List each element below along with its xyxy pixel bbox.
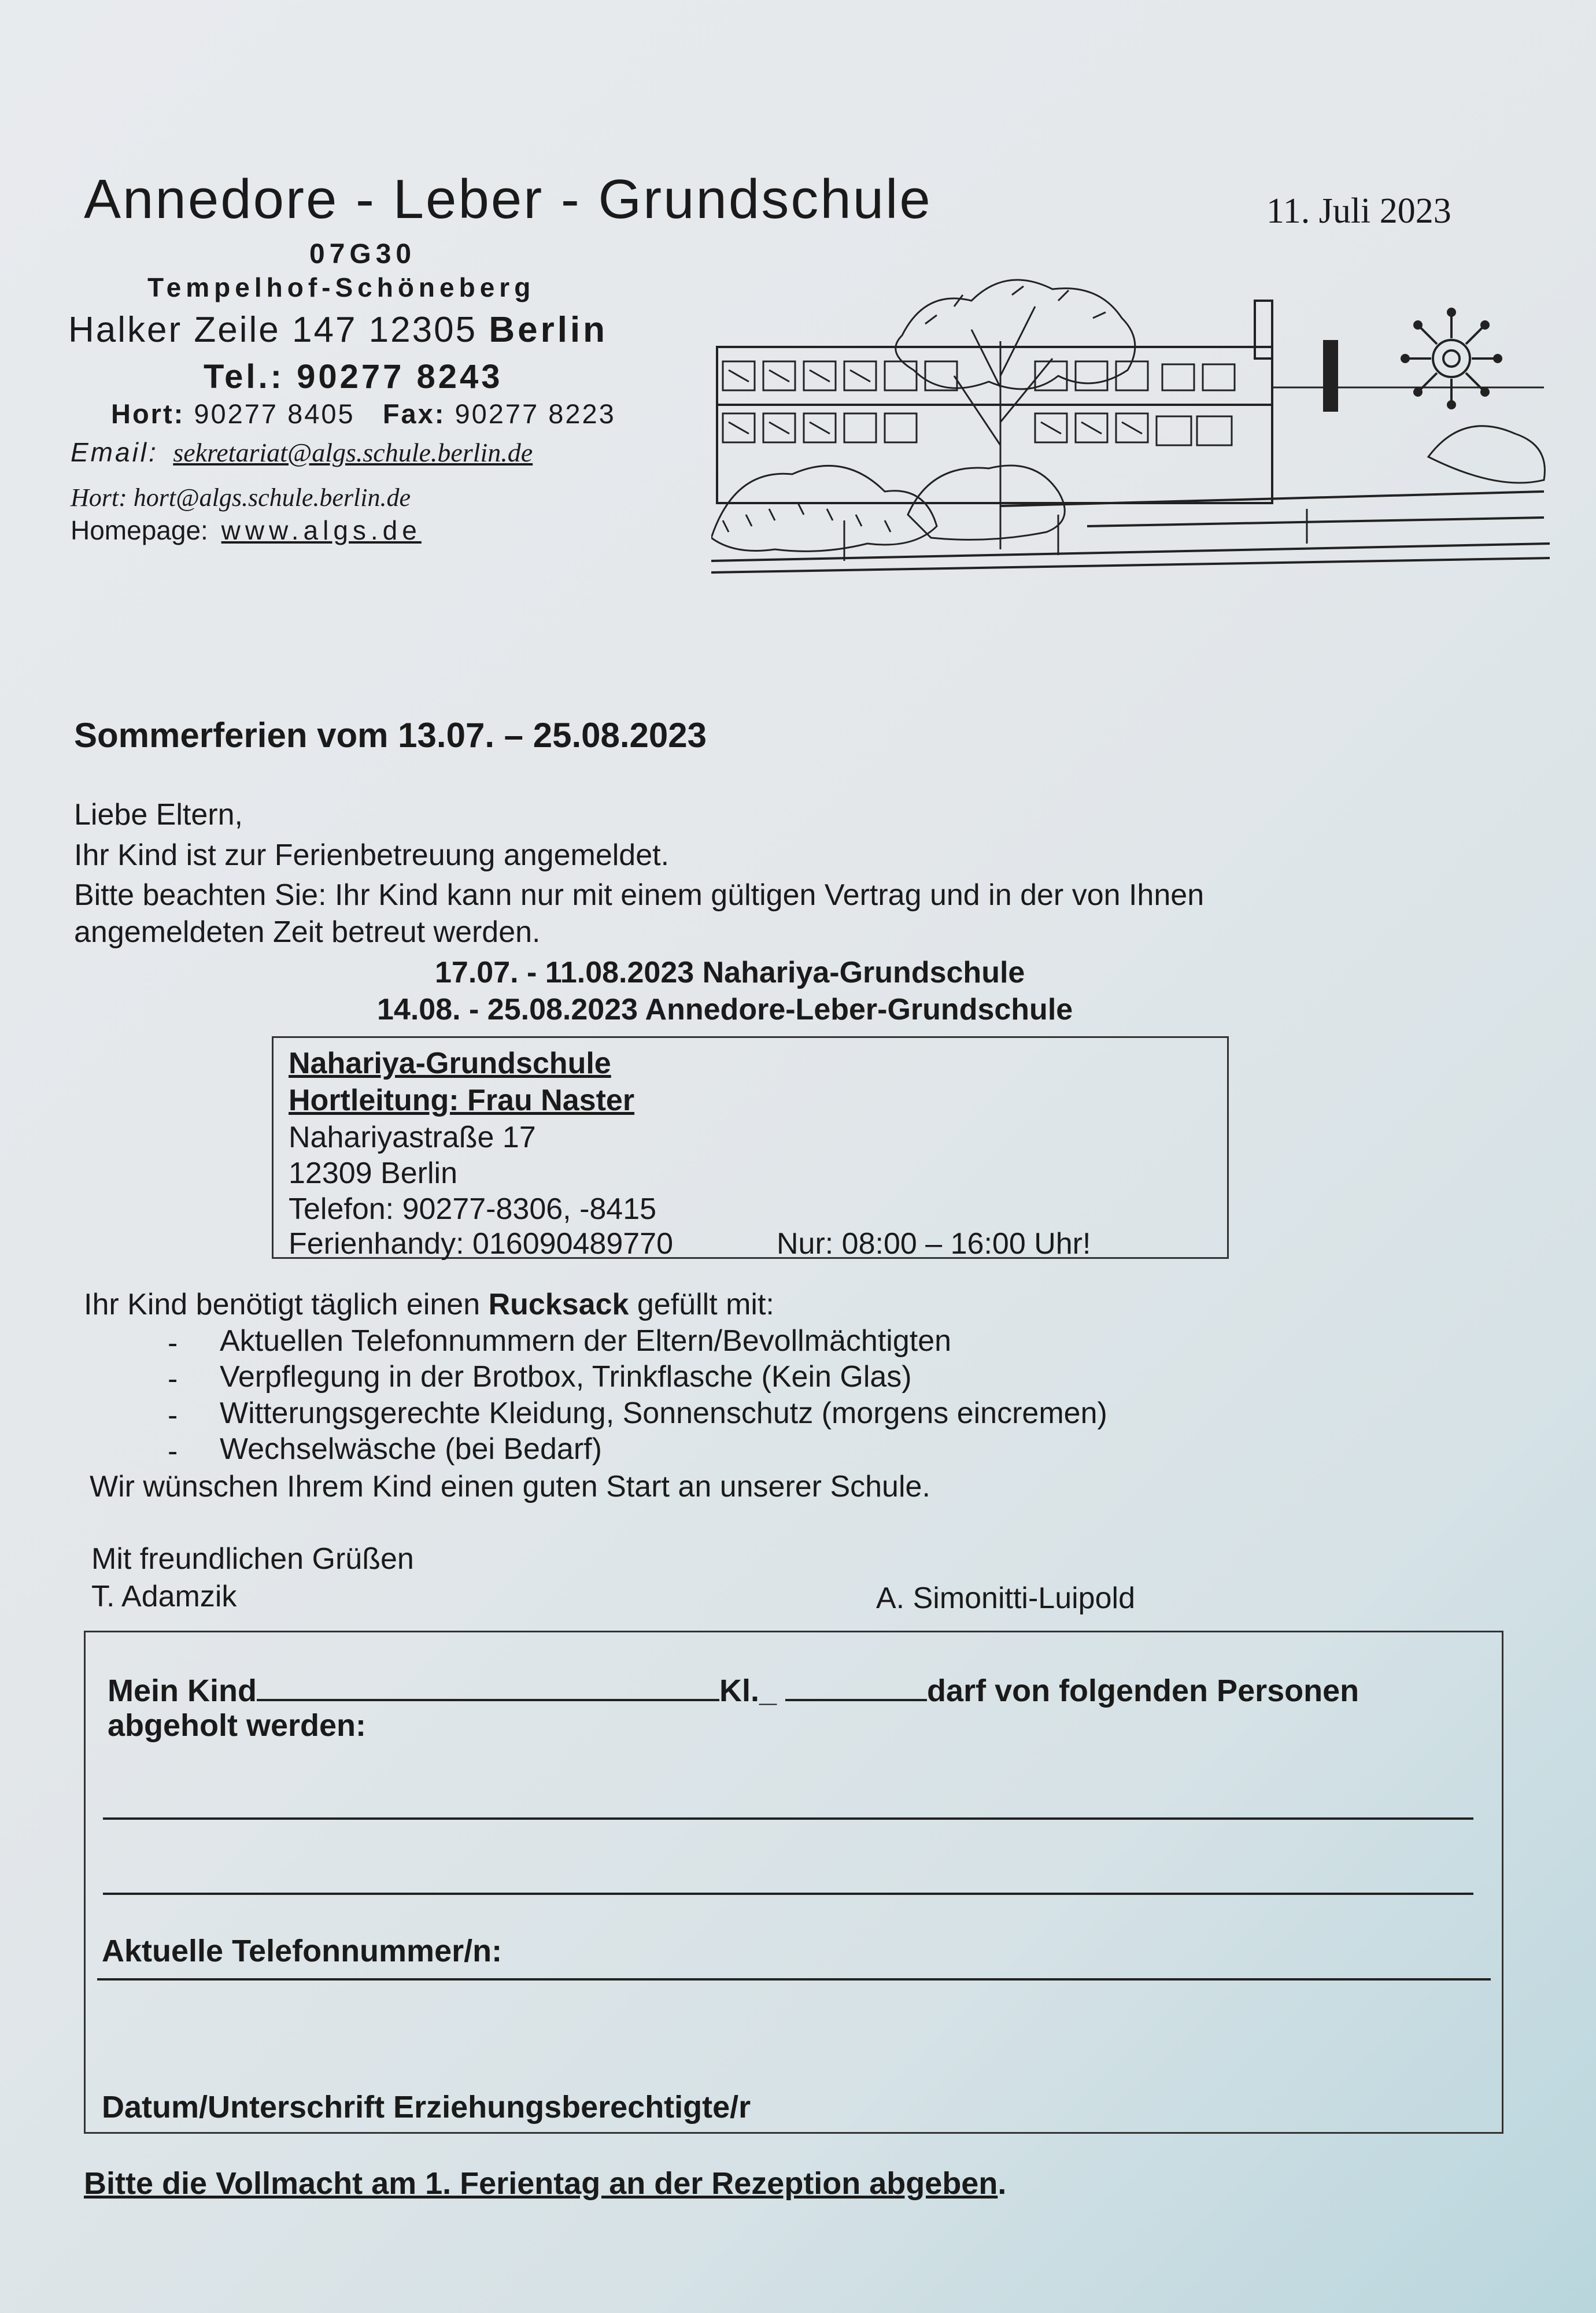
list-dash: - — [168, 1327, 178, 1360]
wish-line: Wir wünschen Ihrem Kind einen guten Start an unserer Schule. — [90, 1470, 930, 1503]
box-school: Nahariya-Grundschule — [289, 1047, 611, 1080]
abgeholt-label: abgeholt werden: — [108, 1708, 367, 1743]
class-field[interactable] — [785, 1673, 927, 1701]
address-city: Berlin — [489, 310, 608, 350]
school-phone — [204, 357, 503, 396]
email-link[interactable]: sekretariat@algs.schule.berlin.de — [173, 438, 533, 467]
hort-label: Hort: — [111, 398, 185, 429]
list-dash: - — [168, 1435, 178, 1468]
box-city: 12309 Berlin — [289, 1156, 457, 1190]
footer-period: . — [998, 2166, 1007, 2201]
district: Tempelhof-Schöneberg — [147, 272, 535, 302]
homepage-row — [71, 515, 422, 546]
footer-note — [84, 2166, 1006, 2201]
person-field-2[interactable] — [103, 1893, 1473, 1895]
homepage-link[interactable]: www.algs.de — [221, 515, 422, 545]
rucksack-post: gefüllt mit: — [629, 1288, 774, 1321]
form-line-1 — [108, 1673, 1359, 1709]
box-leitung: Hortleitung: Frau Naster — [289, 1084, 635, 1117]
list-dash: - — [168, 1399, 178, 1432]
list-item: Verpflegung in der Brotbox, Trinkflasche (Kein Glas) — [220, 1360, 912, 1394]
footer-text: Bitte die Vollmacht am 1. Ferientag an der Rezeption abgeben — [84, 2166, 998, 2201]
rucksack-pre: Ihr Kind benötigt täglich einen — [84, 1288, 489, 1321]
school-code: 07G30 — [309, 239, 416, 269]
signer-2: A. Simonitti-Luipold — [876, 1582, 1135, 1615]
list-dash: - — [168, 1362, 178, 1396]
hort-info-box — [272, 1036, 1229, 1259]
paragraph-line-1: Ihr Kind ist zur Ferienbetreuung angemeldet. — [74, 838, 670, 872]
darf-label: darf von folgenden Personen — [927, 1673, 1359, 1708]
klasse-label: Kl._ — [719, 1673, 777, 1708]
paragraph-line-2: Bitte beachten Sie: Ihr Kind kann nur mit einem gültigen Vertrag und in der von Ihnen — [74, 878, 1205, 912]
hort-fax-row — [111, 398, 616, 430]
care-period-2: 14.08. - 25.08.2023 Annedore-Leber-Grundschule — [377, 993, 1073, 1026]
address-street: Halker Zeile 147 12305 — [68, 310, 478, 350]
school-name: Annedore - Leber - Grundschule — [84, 168, 932, 230]
telefon-field[interactable] — [97, 1978, 1491, 1981]
decorative-flower-icon — [1399, 306, 1503, 411]
box-mobile: Ferienhandy: 016090489770 — [289, 1227, 674, 1261]
school-address — [68, 309, 608, 350]
rucksack-bold: Rucksack — [488, 1288, 629, 1321]
person-field-1[interactable] — [103, 1817, 1473, 1820]
email-label: Email: — [71, 437, 158, 467]
list-item: Wechselwäsche (bei Bedarf) — [220, 1432, 602, 1466]
list-item: Aktuellen Telefonnummern der Eltern/Bevollmächtigten — [220, 1324, 952, 1358]
salutation: Liebe Eltern, — [74, 798, 243, 832]
letter-heading: Sommerferien vom 13.07. – 25.08.2023 — [74, 716, 707, 755]
fax-label: Fax: — [382, 398, 446, 429]
box-hours: Nur: 08:00 – 16:00 Uhr! — [777, 1227, 1091, 1261]
email-row — [71, 437, 533, 468]
homepage-label: Homepage: — [71, 515, 208, 545]
fax-value: 90277 8223 — [455, 398, 616, 429]
hort-phone: 90277 8405 — [194, 398, 355, 429]
telefon-label: Aktuelle Telefonnummer/n: — [102, 1934, 503, 1968]
unterschrift-label: Datum/Unterschrift Erziehungsberechtigte/r — [102, 2090, 751, 2124]
closing: Mit freundlichen Grüßen — [91, 1542, 414, 1576]
tel-label: Tel.: — [204, 358, 285, 396]
letter-date: 11. Juli 2023 — [1266, 191, 1451, 231]
paragraph-line-3: angemeldeten Zeit betreut werden. — [74, 915, 541, 949]
pickup-form — [84, 1631, 1503, 2134]
list-item: Witterungsgerechte Kleidung, Sonnenschutz (morgens eincremen) — [220, 1396, 1107, 1430]
hort-email[interactable]: Hort: hort@algs.schule.berlin.de — [71, 483, 411, 512]
box-phone: Telefon: 90277-8306, -8415 — [289, 1192, 657, 1226]
signer-1: T. Adamzik — [91, 1580, 237, 1613]
child-name-field[interactable] — [257, 1673, 719, 1701]
mein-kind-label: Mein Kind — [108, 1673, 257, 1708]
box-street: Nahariyastraße 17 — [289, 1121, 536, 1154]
rucksack-line — [84, 1289, 774, 1320]
tel-value: 90277 8243 — [297, 358, 503, 396]
care-period-1: 17.07. - 11.08.2023 Nahariya-Grundschule — [435, 956, 1025, 989]
